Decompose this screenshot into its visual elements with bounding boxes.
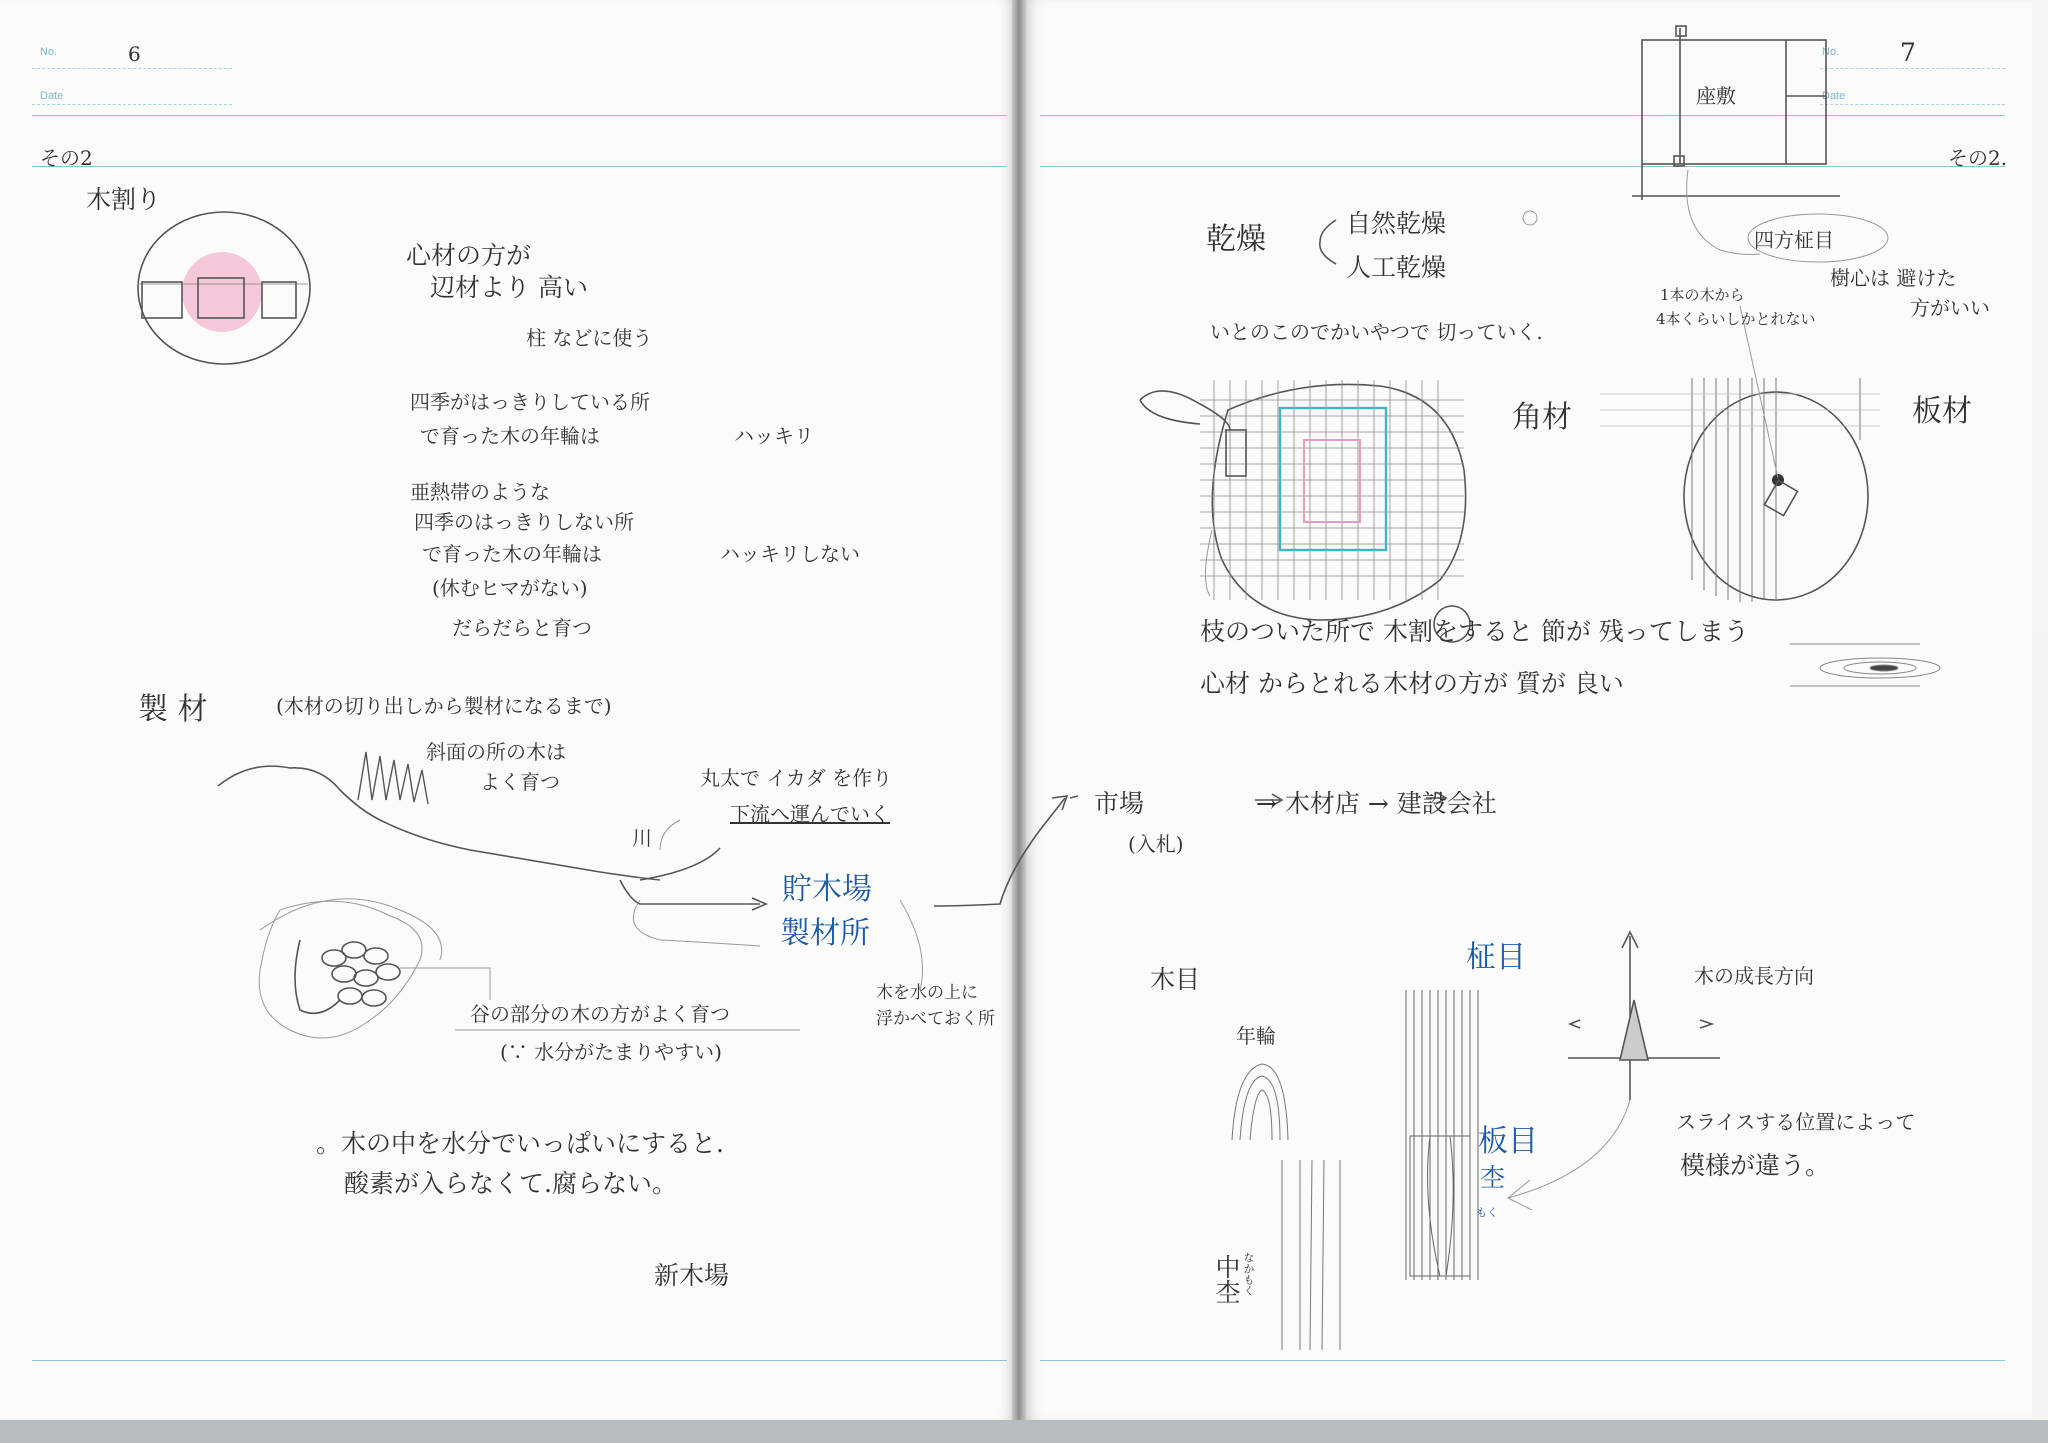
shinzai-line-2: 辺材より 高い <box>430 273 588 302</box>
maruta-line-1: 丸太で イカダ を作り <box>700 766 893 790</box>
nyusatsu-label: (入札) <box>1128 832 1184 856</box>
seizai-subtitle: (木材の切り出しから製材になるまで) <box>276 694 612 718</box>
anettai-line-2: 四季のはっきりしない所 <box>414 510 634 534</box>
itazai-label: 板材 <box>1912 394 1972 429</box>
anettai-line-3: で育った木の年輪は <box>422 542 602 566</box>
seizai-title: 製 材 <box>138 692 208 727</box>
ichihon-line-2: 4本くらいしかとれない <box>1656 310 1816 328</box>
zashiki-floor-plan <box>1632 26 1840 200</box>
log-cross-section-drawing <box>138 212 310 364</box>
itame-label: 板目 <box>1478 1124 1538 1159</box>
masame-label: 柾目 <box>1466 940 1526 975</box>
left-corner-label: その2 <box>40 146 93 170</box>
tani-line-2: (∵ 水分がたまりやすい) <box>500 1040 722 1064</box>
eda-note: 枝のついた所で 木割をすると 節が 残ってしまう <box>1200 617 1749 646</box>
shinzai-line-1: 心材の方が <box>406 241 532 270</box>
shamen-line-1: 斜面の所の木は <box>426 740 566 764</box>
grain-sample-drawing <box>1790 644 1940 686</box>
hashira-note: 柱 などに使う <box>526 326 653 350</box>
daradara-note: だらだらと育つ <box>452 616 592 640</box>
shizen-kanso: 自然乾燥 <box>1346 209 1447 238</box>
shinkiba-label: 新木場 <box>654 1261 730 1290</box>
nokogiri-note: いとのこのでかいやつで 切っていく. <box>1210 320 1543 344</box>
seicho-label: 木の成長方向 <box>1694 964 1814 988</box>
mizu-line-2: 酸素が入らなくて.腐らない。 <box>344 1169 677 1198</box>
hakkiri-nai-label: ハッキリしない <box>720 542 860 566</box>
right-date-label: Date <box>1822 90 1846 102</box>
slice-line-2: 模様が違う。 <box>1680 1151 1831 1180</box>
mokuzaiten-chain: → 木材店 → 建設会社 <box>1256 789 1497 818</box>
chobokuba-label: 貯木場 <box>782 872 872 907</box>
tani-line-1: 谷の部分の木の方がよく育つ <box>470 1002 730 1026</box>
valley-contour-drawing <box>259 899 490 1038</box>
moku-char: 杢 <box>1480 1163 1506 1192</box>
kakuzai-label: 角材 <box>1512 400 1572 435</box>
kiwari-title: 木割り <box>86 185 162 214</box>
slice-line-1: スライスする位置によって <box>1676 1110 1916 1134</box>
growth-direction-diagram <box>1568 932 1720 1100</box>
left-date-label: Date <box>40 90 64 102</box>
right-no-label: No. <box>1822 46 1840 58</box>
ichiba-label: 市場 <box>1094 789 1145 818</box>
nenrin-grain-panel <box>1232 1064 1340 1350</box>
left-no-label: No. <box>40 46 58 58</box>
seizaisho-label: 製材所 <box>780 916 870 951</box>
left-page-number: 6 <box>128 42 141 66</box>
itazai-log-drawing <box>1600 306 1880 602</box>
yasumu-note: (休むヒマがない) <box>432 576 588 600</box>
shiki-line-1: 四季がはっきりしている所 <box>410 390 650 414</box>
kanso-title: 乾燥 <box>1206 222 1266 257</box>
right-corner-label: その2. <box>1948 146 2008 170</box>
anettai-line-1: 亜熱帯のような <box>410 480 550 504</box>
jushin-line-2: 方がいい <box>1910 296 1990 320</box>
maruta-line-2: 下流へ運んでいく <box>730 802 890 826</box>
zashiki-label: 座敷 <box>1696 84 1736 108</box>
nakamoku-label: 中杢 <box>1212 1254 1241 1304</box>
ichihon-line-1: 1本の木から <box>1660 286 1745 304</box>
kakuzai-log-drawing <box>1140 380 1466 620</box>
masame-grain-panel <box>1406 990 1478 1280</box>
jushin-line-1: 樹心は 避けた <box>1830 266 1957 290</box>
mokume-title: 木目 <box>1150 965 1201 994</box>
right-page-number: 7 <box>1900 38 1916 67</box>
hakkiri-label: ハッキリ <box>734 424 814 448</box>
ukabe-line-1: 木を水の上に <box>876 983 978 1003</box>
moku-furigana: もく <box>1476 1206 1498 1219</box>
shiki-line-2: で育った木の年輪は <box>420 424 600 448</box>
nenrin-label: 年輪 <box>1236 1024 1276 1048</box>
nakamoku-furigana: なかもく <box>1242 1252 1255 1296</box>
shiho-masame-label: 四方柾目 <box>1754 228 1834 252</box>
itame-grain-panel <box>1410 1136 1470 1276</box>
kawa-label: 川 <box>632 826 652 850</box>
shamen-line-2: よく育つ <box>480 770 560 794</box>
kokoro-note: 心材 からとれる木材の方が 質が 良い <box>1200 669 1624 698</box>
ukabe-line-2: 浮かべておく所 <box>876 1009 995 1029</box>
mizu-line-1: 。木の中を水分でいっぱいにすると. <box>316 1129 724 1158</box>
jinko-kanso: 人工乾燥 <box>1346 253 1447 282</box>
